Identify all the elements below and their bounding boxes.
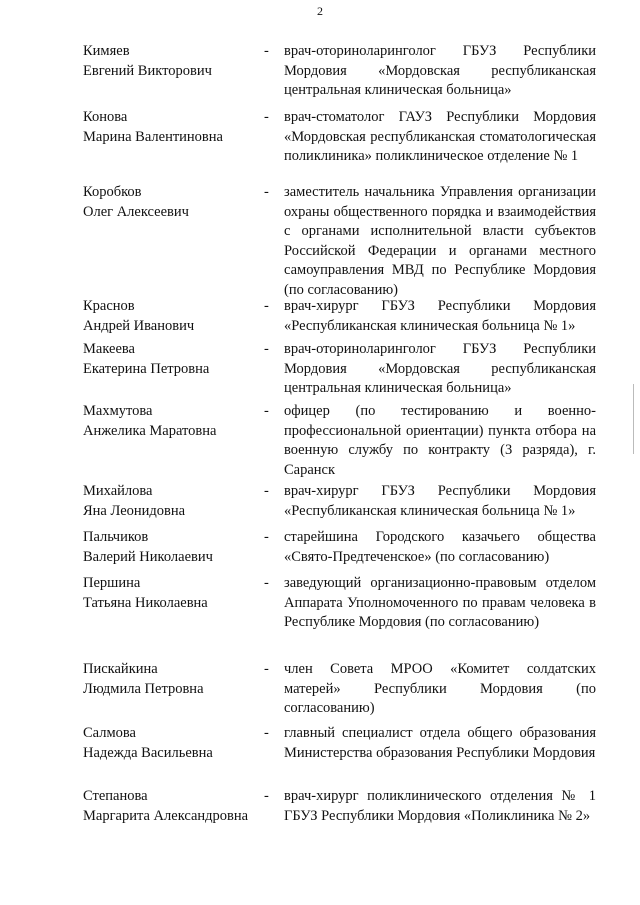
surname: Пискайкина [83,661,158,677]
person-name [83,574,258,613]
given-name: Татьяна Николаевна [83,594,208,611]
position-description: врач-хирург поликлинического отделения № 1 ГБУЗ Республики Мордовия «Поликлиника № 2» [284,788,596,824]
page-number: 2 [317,4,323,18]
person-name [83,183,258,222]
given-name: Валерий Николаевич [83,548,213,565]
person-name [83,297,258,336]
surname: Степанова [83,788,148,804]
surname: Першина [83,575,141,591]
position-description: врач-стоматолог ГАУЗ Республики Мордовия «Мордовская республиканская стоматологическая поликлиника» поликлиническое отделение № 1 [284,109,596,164]
surname: Макеева [83,341,135,357]
position-description: заместитель начальника Управления организации охраны общественного порядка и взаимодействия с органами исполнительной власти субъектов Российской Федерации и органами местного самоуправления МВД по Республике Мордовия (по согласованию) [284,184,596,298]
position-description: старейшина Городского казачьего общества «Свято-Предтеченское» (по согласованию) [284,529,596,565]
person-name [83,660,258,699]
surname: Салмова [83,725,136,741]
dash: - [264,483,269,499]
dash: - [264,661,269,677]
position-description: врач-хирург ГБУЗ Республики Мордовия «Республиканская клиническая больница № 1» [284,298,596,334]
given-name: Марина Валентиновна [83,128,223,145]
position-description: член Совета МРОО «Комитет солдатских матерей» Республики Мордовия (по согласованию) [284,661,596,716]
surname: Махмутова [83,403,153,419]
surname: Михайлова [83,483,153,499]
given-name: Анжелика Маратовна [83,422,217,439]
person-name [83,528,258,567]
dash: - [264,184,269,200]
dash: - [264,298,269,314]
position-description: врач-хирург ГБУЗ Республики Мордовия «Республиканская клиническая больница № 1» [284,483,596,519]
person-name [83,724,258,763]
dash: - [264,725,269,741]
scan-margin-mark [633,384,634,454]
person-name [83,402,258,441]
person-name [83,482,258,521]
given-name: Евгений Викторович [83,62,212,79]
position-description: врач-оториноларинголог ГБУЗ Республики Мордовия «Мордовская республиканская центральная клиническая больница» [284,43,596,98]
dash: - [264,788,269,804]
surname: Коробков [83,184,142,200]
surname: Кимяев [83,43,130,59]
surname: Пальчиков [83,529,149,545]
dash: - [264,575,269,591]
dash: - [264,109,269,125]
position-description: врач-оториноларинголог ГБУЗ Республики Мордовия «Мордовская республиканская центральная клиническая больница» [284,341,596,396]
given-name: Людмила Петровна [83,680,204,697]
given-name: Олег Алексеевич [83,203,189,220]
given-name: Екатерина Петровна [83,360,210,377]
dash: - [264,43,269,59]
given-name: Андрей Иванович [83,317,195,334]
surname: Конова [83,109,128,125]
given-name: Надежда Васильевна [83,744,213,761]
given-name: Маргарита Александровна [83,807,249,824]
dash: - [264,341,269,357]
dash: - [264,529,269,545]
person-name [83,787,258,826]
position-description: офицер (по тестированию и военно-профессиональной ориентации) пункта отбора на военную службу по контракту (3 разряда), г. Саранск [284,403,596,478]
position-description: заведующий организационно-правовым отделом Аппарата Уполномоченного по правам человека в Республике Мордовия (по согласованию) [284,575,596,630]
surname: Краснов [83,298,135,314]
position-description: главный специалист отдела общего образования Министерства образования Республики Мордовия [284,725,596,761]
person-name [83,108,258,147]
person-name [83,340,258,379]
given-name: Яна Леонидовна [83,502,186,519]
person-name [83,42,258,81]
dash: - [264,403,269,419]
